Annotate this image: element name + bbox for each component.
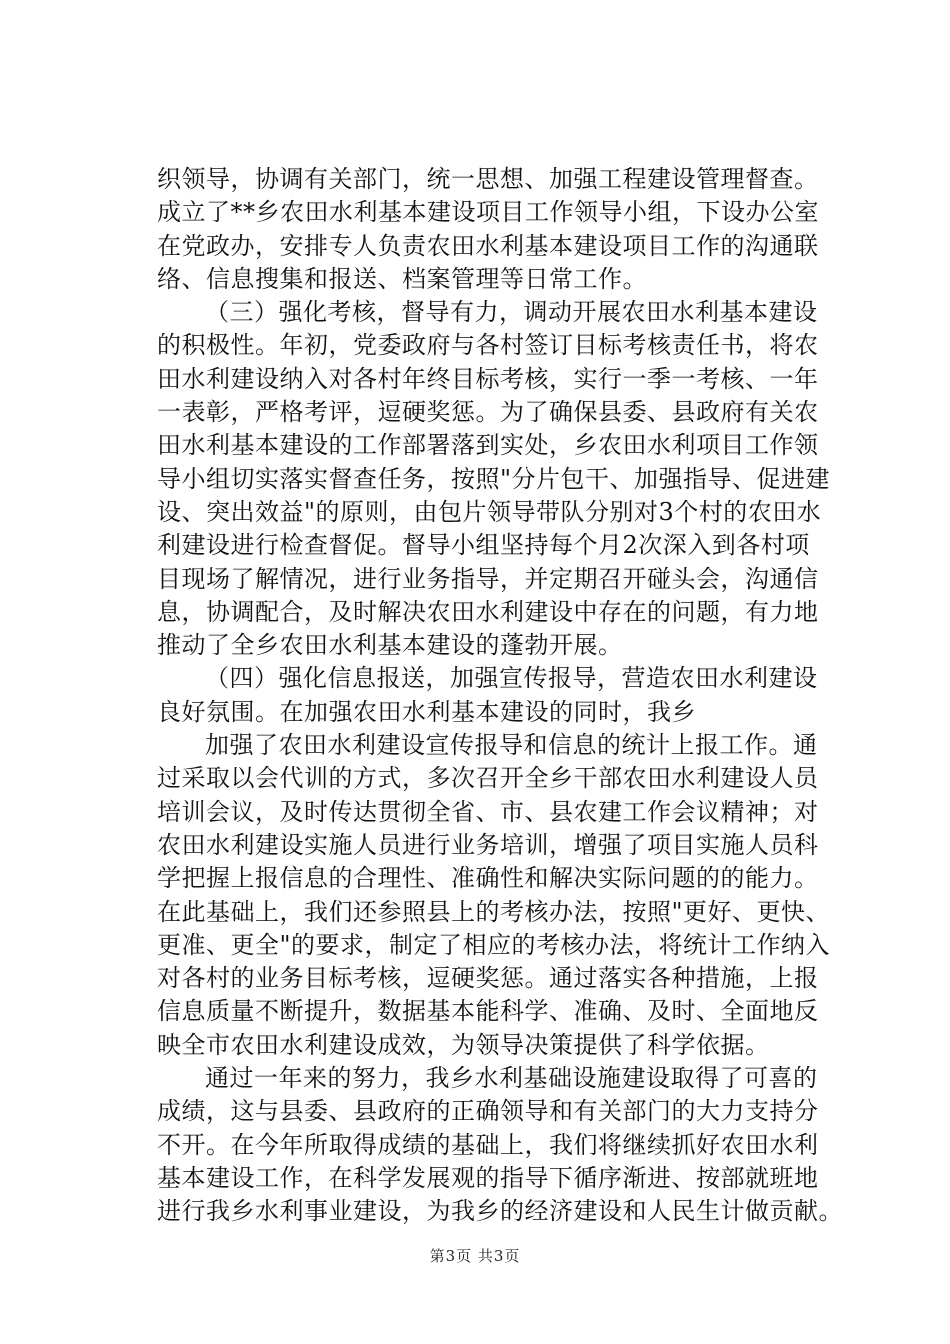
text-line: 进行我乡水利事业建设，为我乡的经济建设和人民生计做贡献。 [157,1197,843,1226]
text-line: 络、信息搜集和报送、档案管理等日常工作。 [157,264,647,293]
text-line: 更准、更全"的要求，制定了相应的考核办法，将统计工作纳入 [157,930,831,959]
text-line: 信息质量不断提升，数据基本能科学、准确、及时、全面地反 [157,997,819,1026]
text-line: 在此基础上，我们还参照县上的考核办法，按照"更好、更快、 [157,897,831,926]
text-line: 不开。在今年所取得成绩的基础上，我们将继续抓好农田水利 [157,1130,819,1159]
text-line: 通过一年来的努力，我乡水利基础设施建设取得了可喜的 [205,1064,818,1093]
text-line: 导小组切实落实督查任务，按照"分片包干、加强指导、促进建 [157,464,831,493]
text-line: 基本建设工作，在科学发展观的指导下循序渐进、按部就班地 [157,1163,819,1192]
text-line: 推动了全乡农田水利基本建设的蓬勃开展。 [157,631,623,660]
text-line: 田水利建设纳入对各村年终目标考核，实行一季一考核、一年 [157,364,819,393]
text-line: 成立了**乡农田水利基本建设项目工作领导小组，下设办公室 [157,198,819,227]
text-line: 过采取以会代训的方式，多次召开全乡干部农田水利建设人员 [157,764,819,793]
text-line: 学把握上报信息的合理性、准确性和解决实际问题的的能力。 [157,864,819,893]
text-line: 加强了农田水利建设宣传报导和信息的统计上报工作。通 [205,731,818,760]
text-line: 目现场了解情况，进行业务指导，并定期召开碰头会，沟通信 [157,564,819,593]
text-line: （四）强化信息报送，加强宣传报导，营造农田水利建设 [205,664,818,693]
text-line: 培训会议，及时传达贯彻全省、市、县农建工作会议精神；对 [157,797,819,826]
document-body [157,163,843,1229]
text-line: 在党政办，安排专人负责农田水利基本建设项目工作的沟通联 [157,231,819,260]
text-line: 成绩，这与县委、县政府的正确领导和有关部门的大力支持分 [157,1097,819,1126]
text-line: 良好氛围。在加强农田水利基本建设的同时，我乡 [157,697,696,726]
text-line: 对各村的业务目标考核，逗硬奖惩。通过落实各种措施，上报 [157,964,819,993]
text-line: 的积极性。年初，党委政府与各村签订目标考核责任书，将农 [157,331,819,360]
text-line: （三）强化考核，督导有力，调动开展农田水利基本建设 [205,298,818,327]
text-line: 织领导，协调有关部门，统一思想、加强工程建设管理督查。 [157,165,819,193]
text-line: 田水利基本建设的工作部署落到实处，乡农田水利项目工作领 [157,431,819,460]
text-line: 设、突出效益"的原则，由包片领导带队分别对3个村的农田水 [157,497,822,526]
text-line: 一表彰，严格考评，逗硬奖惩。为了确保县委、县政府有关农 [157,398,819,427]
text-line: 息，协调配合，及时解决农田水利建设中存在的问题，有力地 [157,597,819,626]
text-line: 农田水利建设实施人员进行业务培训，增强了项目实施人员科 [157,830,819,859]
text-line: 映全市农田水利建设成效，为领导决策提供了科学依据。 [157,1030,770,1059]
text-line: 利建设进行检查督促。督导小组坚持每个月2次深入到各村项 [157,531,810,560]
page-footer: 第3页 共3页 [429,1247,521,1265]
